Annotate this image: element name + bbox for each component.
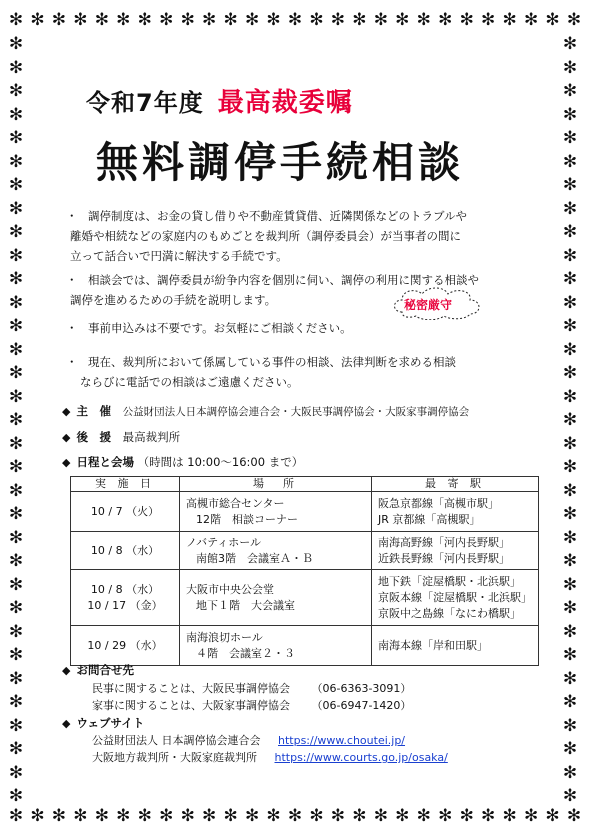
- star-icon: ✻: [459, 10, 474, 30]
- diamond-bullet-icon: ◆: [62, 717, 71, 730]
- star-icon: ✻: [562, 151, 578, 172]
- star-icon: ✻: [8, 57, 24, 78]
- star-icon: ✻: [566, 10, 582, 30]
- star-icon: ✻: [8, 269, 24, 289]
- venue-room: 南館3階 会議室Ａ・Ｂ: [196, 551, 313, 565]
- star-icon: ✻: [562, 433, 578, 454]
- star-icon: ✻: [266, 806, 281, 826]
- date-text: 10 / 8 （水）: [90, 543, 160, 557]
- star-icon: ✻: [8, 598, 24, 618]
- table-header-row: [71, 477, 539, 492]
- star-icon: ✻: [481, 806, 496, 826]
- star-icon: ✻: [309, 10, 324, 30]
- star-icon: ✻: [8, 34, 24, 54]
- star-icon: ✻: [8, 457, 24, 477]
- star-icon: ✻: [8, 10, 24, 30]
- star-icon: ✻: [94, 806, 109, 826]
- star-icon: ✻: [202, 10, 217, 30]
- star-icon: ✻: [180, 806, 195, 826]
- paragraph-line: 現在、裁判所において係属している事件の相談、法律判断を求める相談: [88, 355, 456, 369]
- star-icon: ✻: [330, 806, 346, 826]
- star-icon: ✻: [223, 806, 238, 826]
- star-icon: ✻: [8, 668, 24, 689]
- diamond-bullet-icon: ◆: [62, 431, 71, 444]
- star-icon: ✻: [202, 806, 217, 826]
- schedule-note: （時間は 10:00～16:00 まで）: [137, 455, 304, 469]
- star-icon: ✻: [352, 806, 367, 826]
- station-text: JR 京都線「高槻駅」: [378, 512, 481, 526]
- star-icon: ✻: [523, 806, 539, 826]
- star-icon: ✻: [8, 786, 24, 806]
- date-cell: [71, 492, 180, 532]
- star-icon: ✻: [373, 806, 388, 826]
- venue-cell: [180, 626, 372, 666]
- venue-cell: [180, 532, 372, 570]
- star-icon: ✻: [8, 151, 24, 172]
- website-text: 公益財団法人 日本調停協会連合会: [92, 734, 261, 747]
- station-text: 京阪本線「淀屋橋駅・北浜駅」: [378, 590, 532, 604]
- star-icon: ✻: [116, 806, 131, 826]
- star-icon: ✻: [8, 198, 24, 219]
- paragraph-line: 事前申込みは不要です。お気軽にご相談ください。: [88, 321, 352, 335]
- star-icon: ✻: [562, 363, 578, 383]
- star-icon: ✻: [562, 81, 578, 101]
- commission-label: 最高裁委嘱: [217, 88, 353, 118]
- sponsor-line: [62, 402, 469, 421]
- star-icon: ✻: [545, 806, 560, 826]
- star-icon: ✻: [562, 786, 578, 806]
- paragraph-4: [66, 352, 536, 392]
- contact-phone: （06-6363-3091）: [311, 682, 412, 695]
- star-icon: ✻: [562, 739, 578, 759]
- star-icon: ✻: [562, 715, 578, 736]
- star-icon: ✻: [545, 10, 560, 30]
- website-text: 大阪地方裁判所・大阪家庭裁判所: [92, 751, 257, 764]
- star-icon: ✻: [416, 806, 431, 826]
- venue-name: 南海浪切ホール: [186, 630, 263, 644]
- star-icon: ✻: [8, 245, 24, 266]
- star-icon: ✻: [73, 10, 88, 30]
- star-icon: ✻: [8, 339, 24, 360]
- star-icon: ✻: [51, 806, 67, 826]
- contact-text: 民事に関することは、大阪民事調停協会: [92, 682, 290, 695]
- star-icon: ✻: [562, 457, 578, 477]
- star-icon: ✻: [8, 316, 24, 336]
- confidential-badge: 秘密厳守: [404, 298, 453, 312]
- table-row: [71, 570, 539, 626]
- courts-link[interactable]: https://www.courts.go.jp/osaka/: [274, 751, 448, 764]
- page-title: 無料調停手続相談: [96, 138, 465, 187]
- star-icon: ✻: [8, 692, 24, 712]
- star-icon: ✻: [116, 10, 131, 30]
- choutei-link[interactable]: https://www.choutei.jp/: [278, 734, 406, 747]
- star-icon: ✻: [562, 386, 578, 407]
- star-icon: ✻: [562, 222, 578, 242]
- star-icon: ✻: [287, 806, 303, 826]
- contact-line-family: [92, 697, 411, 714]
- venue-cell: [180, 492, 372, 532]
- star-icon: ✻: [416, 10, 431, 30]
- website-line-courts: [92, 749, 448, 766]
- diamond-bullet-icon: ◆: [62, 405, 71, 418]
- star-icon: ✻: [159, 806, 174, 826]
- column-header-date: 実 施 日: [71, 477, 180, 492]
- star-icon: ✻: [8, 551, 24, 571]
- star-icon: ✻: [373, 10, 388, 30]
- star-icon: ✻: [8, 574, 24, 595]
- star-icon: ✻: [8, 433, 24, 454]
- star-icon: ✻: [8, 527, 24, 548]
- station-text: 南海本線「岸和田駅」: [378, 638, 488, 652]
- fiscal-year-label: 令和7年度: [86, 89, 204, 117]
- bullet: ・: [66, 355, 78, 369]
- column-header-venue: 場 所: [180, 477, 372, 492]
- star-icon: ✻: [502, 10, 517, 30]
- star-icon: ✻: [8, 175, 24, 195]
- star-icon: ✻: [562, 175, 578, 195]
- star-icon: ✻: [8, 292, 24, 313]
- contact-phone: （06-6947-1420）: [311, 699, 412, 712]
- star-icon: ✻: [309, 806, 324, 826]
- website-line-choutei: [92, 732, 405, 749]
- star-icon: ✻: [8, 128, 24, 148]
- station-text: 地下鉄「淀屋橋駅・北浜駅」: [378, 574, 521, 588]
- sponsor-value: 公益財団法人日本調停協会連合会・大阪民事調停協会・大阪家事調停協会: [122, 406, 470, 418]
- star-icon: ✻: [562, 527, 578, 548]
- bullet: ・: [66, 321, 78, 335]
- star-icon: ✻: [438, 806, 453, 826]
- star-icon: ✻: [562, 316, 578, 336]
- star-icon: ✻: [30, 806, 45, 826]
- star-icon: ✻: [562, 692, 578, 712]
- station-cell: [372, 570, 539, 626]
- star-icon: ✻: [562, 668, 578, 689]
- paragraph-line: 相談会では、調停委員が紛争内容を個別に伺い、調停の利用に関する相談や: [88, 273, 479, 287]
- venue-name: ノバティホール: [186, 535, 262, 549]
- support-label: 後 援: [76, 430, 111, 444]
- page-subtitle: [86, 82, 353, 119]
- star-icon: ✻: [459, 806, 474, 826]
- station-cell: [372, 532, 539, 570]
- station-text: 京阪中之島線「なにわ橋駅」: [378, 606, 521, 620]
- star-icon: ✻: [562, 598, 578, 618]
- date-text: 10 / 7 （火）: [90, 504, 160, 518]
- star-icon: ✻: [8, 81, 24, 101]
- station-cell: [372, 626, 539, 666]
- station-text: 阪急京都線「高槻市駅」: [378, 496, 499, 510]
- venue-name: 高槻市総合センター: [186, 496, 285, 510]
- star-icon: ✻: [137, 806, 152, 826]
- website-heading: [62, 714, 144, 733]
- contact-line-civil: [92, 680, 411, 697]
- table-row: [71, 532, 539, 570]
- star-icon: ✻: [8, 645, 24, 665]
- paragraph-line: 調停を進めるための手続を説明します。: [70, 293, 277, 307]
- star-icon: ✻: [562, 104, 578, 125]
- bullet: ・: [66, 273, 78, 287]
- star-icon: ✻: [562, 621, 578, 642]
- venue-cell: [180, 570, 372, 626]
- star-icon: ✻: [566, 806, 582, 826]
- date-text: 10 / 29 （水）: [87, 638, 163, 652]
- star-icon: ✻: [395, 10, 410, 30]
- star-icon: ✻: [562, 645, 578, 665]
- star-icon: ✻: [159, 10, 174, 30]
- star-icon: ✻: [8, 621, 24, 642]
- star-icon: ✻: [8, 806, 24, 826]
- table-row: [71, 626, 539, 666]
- star-icon: ✻: [502, 806, 517, 826]
- support-value: 最高裁判所: [122, 430, 181, 444]
- star-icon: ✻: [562, 128, 578, 148]
- venue-name: 大阪市中央公会堂: [186, 582, 274, 596]
- star-icon: ✻: [330, 10, 346, 30]
- star-icon: ✻: [266, 10, 281, 30]
- star-icon: ✻: [562, 245, 578, 266]
- sponsor-label: 主 催: [76, 404, 111, 418]
- star-icon: ✻: [8, 762, 24, 783]
- star-icon: ✻: [481, 10, 496, 30]
- star-icon: ✻: [562, 57, 578, 78]
- paragraph-line: ならびに電話での相談はご遠慮ください。: [80, 375, 299, 389]
- star-icon: ✻: [8, 504, 24, 524]
- schedule-table: [70, 476, 539, 666]
- paragraph-1: [66, 206, 536, 266]
- star-icon: ✻: [562, 339, 578, 360]
- star-icon: ✻: [562, 480, 578, 501]
- schedule-heading: [62, 453, 303, 472]
- venue-room: 12階 相談コーナー: [196, 512, 298, 526]
- star-icon: ✻: [8, 739, 24, 759]
- schedule-label: 日程と会場: [76, 455, 134, 469]
- star-icon: ✻: [8, 410, 24, 430]
- star-icon: ✻: [395, 806, 410, 826]
- diamond-bullet-icon: ◆: [62, 664, 71, 677]
- star-icon: ✻: [352, 10, 367, 30]
- venue-room: ４階 会議室２・３: [196, 646, 295, 660]
- support-line: [62, 428, 180, 447]
- star-icon: ✻: [244, 806, 260, 826]
- star-icon: ✻: [137, 10, 152, 30]
- star-icon: ✻: [562, 34, 578, 54]
- date-text: 10 / 17 （金）: [87, 598, 163, 612]
- table-row: [71, 492, 539, 532]
- star-icon: ✻: [562, 574, 578, 595]
- star-icon: ✻: [8, 363, 24, 383]
- star-icon: ✻: [438, 10, 453, 30]
- date-text: 10 / 8 （水）: [90, 582, 160, 596]
- station-cell: [372, 492, 539, 532]
- star-icon: ✻: [8, 715, 24, 736]
- star-icon: ✻: [8, 480, 24, 501]
- star-icon: ✻: [94, 10, 109, 30]
- date-cell: [71, 626, 180, 666]
- paragraph-line: 調停制度は、お金の貸し借りや不動産賃貸借、近隣関係などのトラブルや: [88, 209, 468, 223]
- star-icon: ✻: [287, 10, 303, 30]
- star-icon: ✻: [562, 504, 578, 524]
- star-icon: ✻: [8, 386, 24, 407]
- date-cell: [71, 570, 180, 626]
- star-icon: ✻: [562, 198, 578, 219]
- star-icon: ✻: [523, 10, 539, 30]
- star-icon: ✻: [562, 269, 578, 289]
- star-icon: ✻: [244, 10, 260, 30]
- star-icon: ✻: [30, 10, 45, 30]
- star-icon: ✻: [8, 104, 24, 125]
- bullet: ・: [66, 209, 78, 223]
- star-icon: ✻: [8, 222, 24, 242]
- star-icon: ✻: [562, 551, 578, 571]
- star-icon: ✻: [73, 806, 88, 826]
- paragraph-line: 離婚や相続などの家庭内のもめごとを裁判所（調停委員会）が当事者の間に: [70, 229, 461, 243]
- star-icon: ✻: [562, 762, 578, 783]
- website-label: ウェブサイト: [76, 716, 145, 730]
- star-icon: ✻: [223, 10, 238, 30]
- paragraph-3: [66, 318, 536, 338]
- station-text: 近鉄長野線「河内長野駅」: [378, 551, 510, 565]
- star-icon: ✻: [562, 410, 578, 430]
- diamond-bullet-icon: ◆: [62, 456, 71, 469]
- column-header-station: 最 寄 駅: [372, 477, 539, 492]
- paragraph-line: 立って話合いで円満に解決する手続です。: [70, 249, 288, 263]
- date-cell: [71, 532, 180, 570]
- star-icon: ✻: [51, 10, 67, 30]
- contact-heading: [62, 661, 134, 680]
- star-icon: ✻: [180, 10, 195, 30]
- star-icon: ✻: [562, 292, 578, 313]
- contact-label: お問合せ先: [76, 663, 134, 677]
- contact-text: 家事に関することは、大阪家事調停協会: [92, 699, 290, 712]
- station-text: 南海高野線「河内長野駅」: [378, 535, 510, 549]
- venue-room: 地下１階 大会議室: [196, 598, 295, 612]
